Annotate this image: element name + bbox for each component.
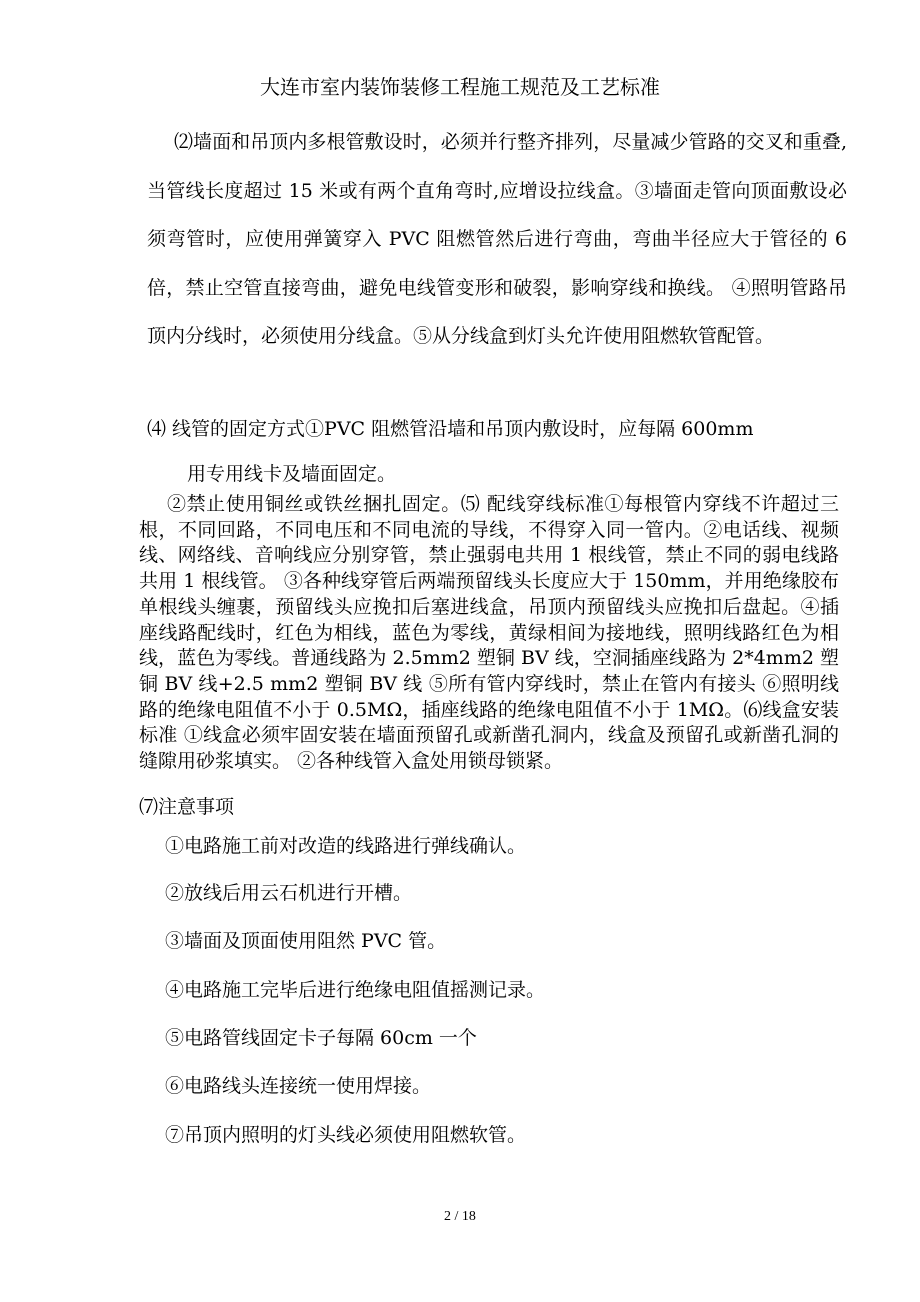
page-number: 2 / 18 [444,1209,476,1224]
paragraph-wiring-standards: ②禁止使用铜丝或铁丝捆扎固定。⑸ 配线穿线标准①每根管内穿线不许超过三根，不同回路，不同电压和不同电流的导线，不得穿入同一管内。②电话线、视频线、网络线、音响线应分别穿管，禁止强弱电共用 1 根线管，禁止不同的弱电线路共用 1 根线管。 ③各种线穿管后两端预留线头长度应大于 150mm，并用绝缘胶布单根线头缠裹，预留线头应挽扣后塞进线盒，吊顶内预留线头应挽扣后盘起。④插座线路配线时，红色为相线，蓝色为零线，黄绿相间为接地线，照明线路红色为相线，蓝色为零线。普通线路为 2.5mm2 塑铜 BV 线，空洞插座线路为 2*4mm2 塑铜 BV 线+2.5 mm2 塑铜 BV 线 ⑤所有管内穿线时，禁止在管内有接头 ⑥照明线路的绝缘电阻值不小于 0.5MΩ，插座线路的绝缘电阻值不小于 1MΩ。⑹线盒安装标准 ①线盒必须牢固安装在墙面预留孔或新凿孔洞内，线盒及预留孔或新凿孔洞的缝隙用砂浆填实。 ②各种线管入盒处用锁母锁紧。 [139,493,839,773]
notes-heading: ⑺注意事项 [139,796,235,818]
note-item: ④电路施工完毕后进行绝缘电阻值摇测记录。 [165,979,546,1001]
note-item: ②放线后用云石机进行开槽。 [165,882,413,904]
note-item: ③墙面及顶面使用阻然 PVC 管。 [165,930,447,952]
note-item: ⑦吊顶内照明的灯头线必须使用阻燃软管。 [165,1124,527,1146]
note-item: ①电路施工前对改造的线路进行弹线确认。 [165,835,527,857]
document-title: 大连市室内装饰装修工程施工规范及工艺标准 [260,75,660,99]
note-item: ⑤电路管线固定卡子每隔 60cm 一个 [165,1027,477,1049]
paragraph-pipe-laying: ⑵墙面和吊顶内多根管敷设时，必须并行整齐排列，尽量减少管路的交叉和重叠,当管线长度超过 15 米或有两个直角弯时,应增设拉线盒。③墙面走管向顶面敷设必须弯管时，应使用弹簧穿入 PVC 阻燃管然后进行弯曲，弯曲半径应大于管径的 6 倍，禁止空管直接弯曲，避免电线管变形和破裂，影响穿线和换线。 ④照明管路吊顶内分线时，必须使用分线盒。⑤从分线盒到灯头允许使用阻燃软管配管。 [147,131,847,347]
paragraph-pipe-fixing-line-2: 用专用线卡及墙面固定。 [187,463,397,485]
paragraph-pipe-fixing-line-1: ⑷ 线管的固定方式①PVC 阻燃管沿墙和吊顶内敷设时，应每隔 600mm [147,418,754,440]
note-item: ⑥电路线头连接统一使用焊接。 [165,1075,432,1097]
